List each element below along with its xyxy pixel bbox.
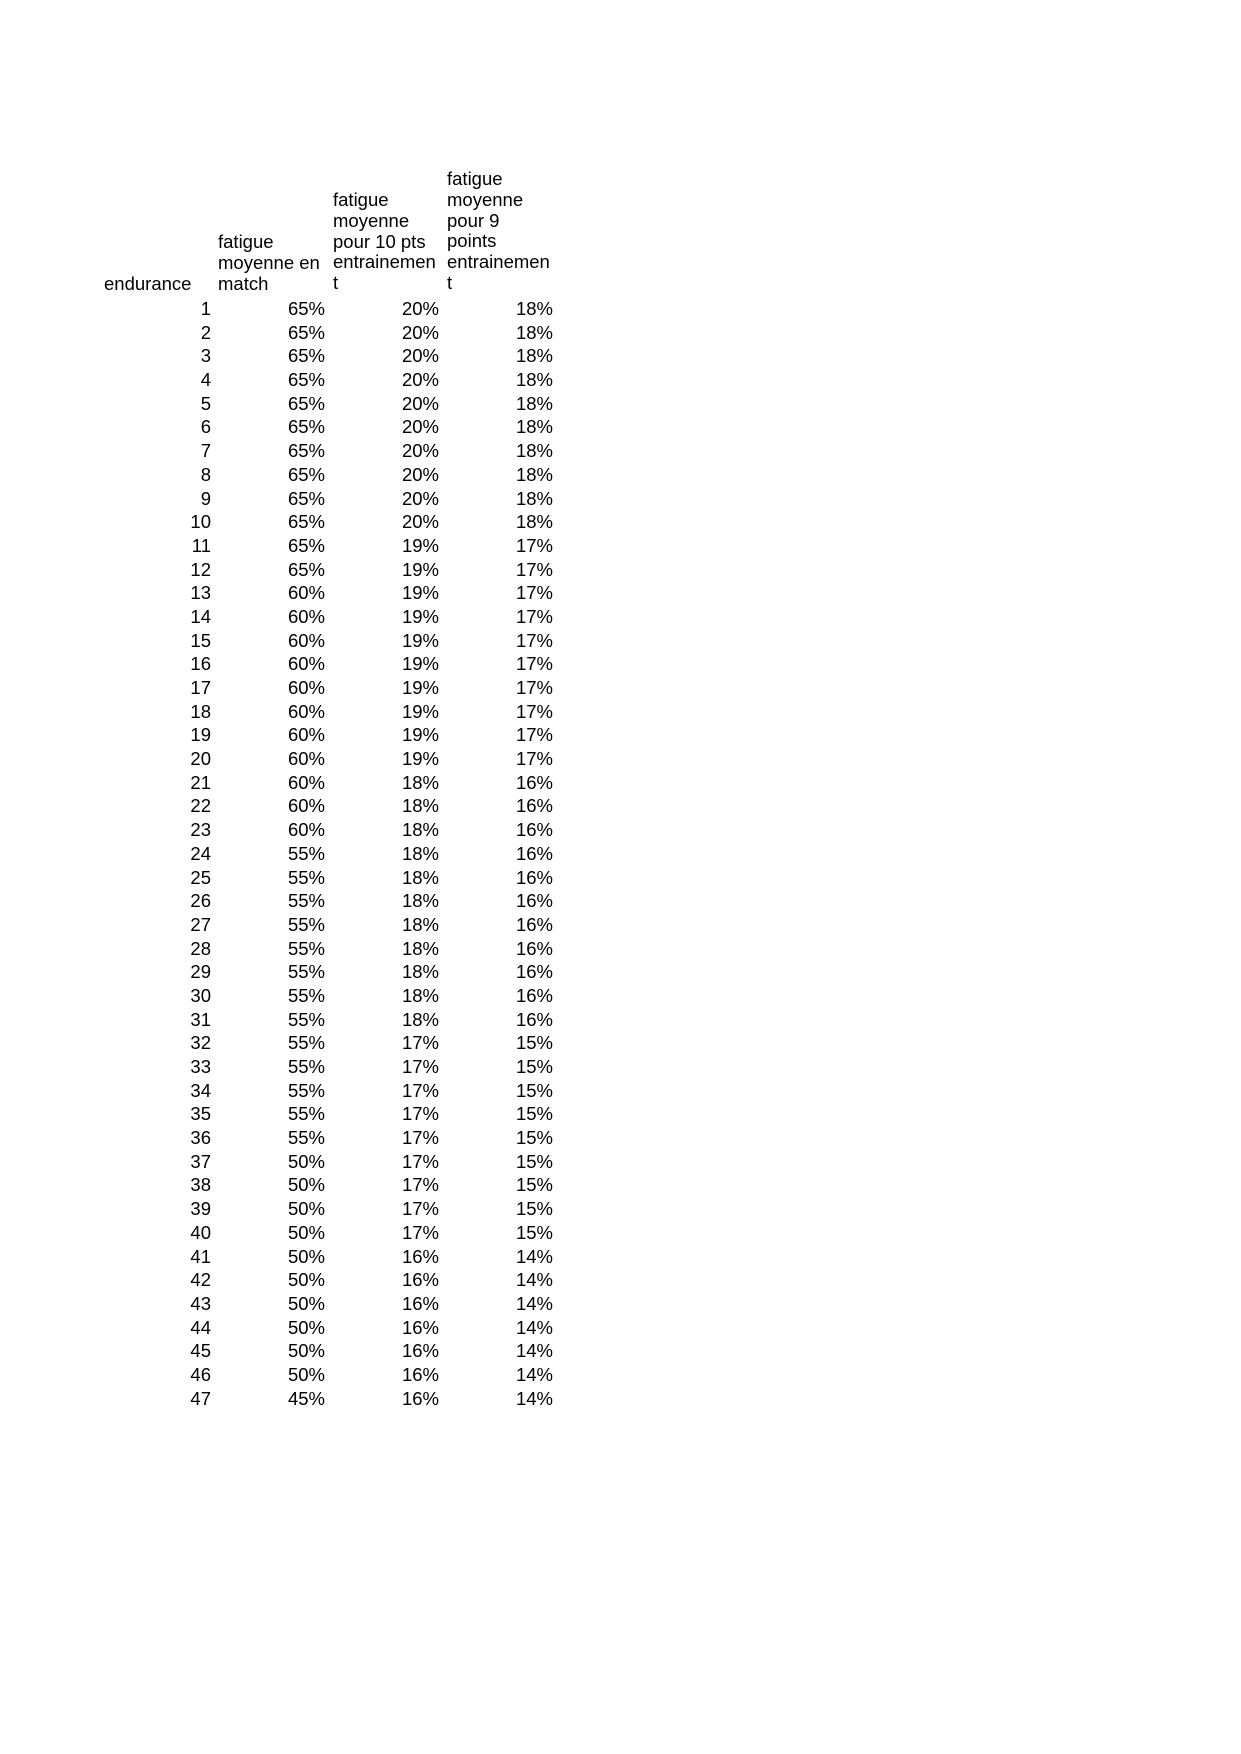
table-row bbox=[0, 1173, 600, 1197]
cell-training-10pts-fatigue: 18% bbox=[401, 795, 439, 817]
table-row bbox=[0, 392, 600, 416]
cell-endurance: 45 bbox=[190, 1340, 211, 1362]
cell-training-9pts-fatigue: 14% bbox=[515, 1316, 553, 1338]
cell-endurance: 14 bbox=[190, 605, 211, 627]
cell-match-fatigue: 60% bbox=[287, 819, 325, 841]
cell-training-9pts-fatigue: 16% bbox=[515, 795, 553, 817]
cell-training-9pts-fatigue: 18% bbox=[515, 345, 553, 367]
cell-training-10pts-fatigue: 20% bbox=[401, 345, 439, 367]
cell-match-fatigue: 60% bbox=[287, 748, 325, 770]
table-row bbox=[0, 605, 600, 629]
cell-training-10pts-fatigue: 20% bbox=[401, 321, 439, 343]
cell-training-10pts-fatigue: 20% bbox=[401, 369, 439, 391]
table-row bbox=[0, 1197, 600, 1221]
cell-match-fatigue: 60% bbox=[287, 653, 325, 675]
cell-training-9pts-fatigue: 14% bbox=[515, 1292, 553, 1314]
cell-endurance: 28 bbox=[190, 937, 211, 959]
cell-training-10pts-fatigue: 16% bbox=[401, 1245, 439, 1267]
cell-match-fatigue: 65% bbox=[287, 416, 325, 438]
cell-endurance: 12 bbox=[190, 558, 211, 580]
cell-training-10pts-fatigue: 19% bbox=[401, 748, 439, 770]
cell-training-10pts-fatigue: 19% bbox=[401, 534, 439, 556]
cell-endurance: 20 bbox=[190, 748, 211, 770]
cell-match-fatigue: 65% bbox=[287, 534, 325, 556]
cell-training-9pts-fatigue: 16% bbox=[515, 937, 553, 959]
cell-endurance: 18 bbox=[190, 700, 211, 722]
cell-endurance: 13 bbox=[190, 582, 211, 604]
cell-training-10pts-fatigue: 18% bbox=[401, 771, 439, 793]
cell-training-9pts-fatigue: 17% bbox=[515, 724, 553, 746]
cell-training-10pts-fatigue: 20% bbox=[401, 440, 439, 462]
cell-training-10pts-fatigue: 16% bbox=[401, 1269, 439, 1291]
cell-match-fatigue: 65% bbox=[287, 369, 325, 391]
cell-endurance: 4 bbox=[200, 369, 211, 391]
cell-match-fatigue: 55% bbox=[287, 913, 325, 935]
cell-training-9pts-fatigue: 14% bbox=[515, 1340, 553, 1362]
cell-training-10pts-fatigue: 17% bbox=[401, 1221, 439, 1243]
cell-match-fatigue: 65% bbox=[287, 440, 325, 462]
cell-endurance: 23 bbox=[190, 819, 211, 841]
cell-endurance: 5 bbox=[200, 392, 211, 414]
table-row bbox=[0, 368, 600, 392]
cell-training-10pts-fatigue: 17% bbox=[401, 1032, 439, 1054]
cell-endurance: 15 bbox=[190, 629, 211, 651]
cell-match-fatigue: 60% bbox=[287, 700, 325, 722]
cell-training-10pts-fatigue: 18% bbox=[401, 866, 439, 888]
cell-endurance: 42 bbox=[190, 1269, 211, 1291]
cell-training-10pts-fatigue: 19% bbox=[401, 605, 439, 627]
cell-training-9pts-fatigue: 17% bbox=[515, 558, 553, 580]
cell-training-10pts-fatigue: 17% bbox=[401, 1079, 439, 1101]
cell-training-10pts-fatigue: 17% bbox=[401, 1056, 439, 1077]
cell-match-fatigue: 45% bbox=[287, 1387, 325, 1409]
cell-training-9pts-fatigue: 17% bbox=[515, 582, 553, 604]
cell-training-9pts-fatigue: 18% bbox=[515, 321, 553, 343]
table-row bbox=[0, 794, 600, 818]
cell-match-fatigue: 55% bbox=[287, 1032, 325, 1054]
table-row bbox=[0, 984, 600, 1008]
table-row bbox=[0, 415, 600, 439]
cell-match-fatigue: 65% bbox=[287, 511, 325, 533]
cell-endurance: 6 bbox=[200, 416, 211, 438]
cell-training-9pts-fatigue: 14% bbox=[515, 1363, 553, 1385]
cell-endurance: 17 bbox=[190, 677, 211, 698]
cell-endurance: 1 bbox=[200, 298, 211, 319]
table-row bbox=[0, 1102, 600, 1126]
cell-training-9pts-fatigue: 16% bbox=[515, 1008, 553, 1030]
cell-training-9pts-fatigue: 15% bbox=[515, 1221, 553, 1243]
cell-training-10pts-fatigue: 16% bbox=[401, 1387, 439, 1409]
cell-training-9pts-fatigue: 17% bbox=[515, 677, 553, 698]
table-row bbox=[0, 1055, 600, 1079]
cell-training-10pts-fatigue: 20% bbox=[401, 463, 439, 485]
cell-match-fatigue: 55% bbox=[287, 1079, 325, 1101]
table-row bbox=[0, 487, 600, 511]
cell-training-9pts-fatigue: 16% bbox=[515, 984, 553, 1006]
cell-training-10pts-fatigue: 20% bbox=[401, 487, 439, 509]
cell-match-fatigue: 55% bbox=[287, 1103, 325, 1125]
cell-endurance: 32 bbox=[190, 1032, 211, 1054]
table-row bbox=[0, 700, 600, 724]
table-row bbox=[0, 676, 600, 700]
cell-match-fatigue: 55% bbox=[287, 961, 325, 983]
cell-match-fatigue: 50% bbox=[287, 1363, 325, 1385]
table-row bbox=[0, 581, 600, 605]
cell-endurance: 37 bbox=[190, 1150, 211, 1172]
table-row bbox=[0, 913, 600, 937]
table-row bbox=[0, 937, 600, 961]
cell-match-fatigue: 50% bbox=[287, 1340, 325, 1362]
cell-match-fatigue: 50% bbox=[287, 1150, 325, 1172]
cell-endurance: 29 bbox=[190, 961, 211, 983]
table-row bbox=[0, 652, 600, 676]
cell-endurance: 30 bbox=[190, 984, 211, 1006]
cell-training-9pts-fatigue: 17% bbox=[515, 700, 553, 722]
table-row bbox=[0, 866, 600, 890]
cell-match-fatigue: 65% bbox=[287, 345, 325, 367]
cell-training-10pts-fatigue: 19% bbox=[401, 653, 439, 675]
cell-match-fatigue: 55% bbox=[287, 866, 325, 888]
cell-endurance: 10 bbox=[190, 511, 211, 533]
table-row bbox=[0, 1268, 600, 1292]
cell-match-fatigue: 60% bbox=[287, 582, 325, 604]
header-endurance: endurance bbox=[104, 273, 192, 294]
table-row bbox=[0, 297, 600, 321]
cell-training-9pts-fatigue: 15% bbox=[515, 1103, 553, 1125]
cell-endurance: 19 bbox=[190, 724, 211, 746]
cell-endurance: 40 bbox=[190, 1221, 211, 1243]
cell-match-fatigue: 60% bbox=[287, 795, 325, 817]
table-row bbox=[0, 771, 600, 795]
cell-endurance: 47 bbox=[190, 1387, 211, 1409]
cell-endurance: 46 bbox=[190, 1363, 211, 1385]
cell-training-9pts-fatigue: 15% bbox=[515, 1150, 553, 1172]
cell-endurance: 8 bbox=[200, 463, 211, 485]
cell-endurance: 11 bbox=[191, 534, 211, 556]
cell-training-9pts-fatigue: 17% bbox=[515, 605, 553, 627]
cell-training-9pts-fatigue: 15% bbox=[515, 1079, 553, 1101]
cell-training-9pts-fatigue: 16% bbox=[515, 866, 553, 888]
cell-endurance: 39 bbox=[190, 1198, 211, 1220]
header-training-10pts-fatigue: fatigue moyenne pour 10 pts entrainemen t bbox=[333, 189, 436, 294]
cell-match-fatigue: 65% bbox=[287, 463, 325, 485]
table-row bbox=[0, 818, 600, 842]
cell-training-10pts-fatigue: 16% bbox=[401, 1363, 439, 1385]
cell-training-10pts-fatigue: 19% bbox=[401, 558, 439, 580]
cell-match-fatigue: 55% bbox=[287, 1008, 325, 1030]
cell-training-9pts-fatigue: 18% bbox=[515, 392, 553, 414]
table-row bbox=[0, 1339, 600, 1363]
cell-training-10pts-fatigue: 20% bbox=[401, 392, 439, 414]
table-row bbox=[0, 747, 600, 771]
cell-match-fatigue: 60% bbox=[287, 724, 325, 746]
table-row bbox=[0, 960, 600, 984]
cell-training-9pts-fatigue: 14% bbox=[515, 1387, 553, 1409]
cell-training-10pts-fatigue: 19% bbox=[401, 629, 439, 651]
cell-match-fatigue: 50% bbox=[287, 1269, 325, 1291]
table-row bbox=[0, 1245, 600, 1269]
cell-training-10pts-fatigue: 18% bbox=[401, 890, 439, 912]
table-row bbox=[0, 534, 600, 558]
cell-match-fatigue: 55% bbox=[287, 842, 325, 864]
cell-match-fatigue: 60% bbox=[287, 677, 325, 698]
cell-training-9pts-fatigue: 17% bbox=[515, 629, 553, 651]
cell-training-10pts-fatigue: 18% bbox=[401, 913, 439, 935]
cell-training-9pts-fatigue: 14% bbox=[515, 1245, 553, 1267]
cell-endurance: 26 bbox=[190, 890, 211, 912]
cell-training-10pts-fatigue: 18% bbox=[401, 984, 439, 1006]
cell-training-10pts-fatigue: 20% bbox=[401, 416, 439, 438]
cell-training-9pts-fatigue: 18% bbox=[515, 511, 553, 533]
cell-training-9pts-fatigue: 15% bbox=[515, 1174, 553, 1196]
table-row bbox=[0, 1126, 600, 1150]
table-row bbox=[0, 1150, 600, 1174]
cell-training-10pts-fatigue: 19% bbox=[401, 582, 439, 604]
cell-training-10pts-fatigue: 16% bbox=[401, 1316, 439, 1338]
cell-training-9pts-fatigue: 18% bbox=[515, 369, 553, 391]
cell-match-fatigue: 55% bbox=[287, 890, 325, 912]
cell-endurance: 27 bbox=[190, 913, 211, 935]
cell-training-9pts-fatigue: 15% bbox=[515, 1032, 553, 1054]
cell-training-10pts-fatigue: 17% bbox=[401, 1198, 439, 1220]
cell-training-10pts-fatigue: 20% bbox=[401, 511, 439, 533]
table-row bbox=[0, 1363, 600, 1387]
table-row bbox=[0, 1079, 600, 1103]
cell-endurance: 36 bbox=[190, 1127, 211, 1149]
table-row bbox=[0, 439, 600, 463]
cell-training-9pts-fatigue: 16% bbox=[515, 842, 553, 864]
cell-training-10pts-fatigue: 19% bbox=[401, 724, 439, 746]
table-row bbox=[0, 321, 600, 345]
cell-match-fatigue: 55% bbox=[287, 1056, 325, 1077]
cell-endurance: 33 bbox=[190, 1056, 211, 1077]
cell-endurance: 41 bbox=[190, 1245, 211, 1267]
cell-training-10pts-fatigue: 18% bbox=[401, 1008, 439, 1030]
cell-match-fatigue: 55% bbox=[287, 937, 325, 959]
cell-match-fatigue: 60% bbox=[287, 629, 325, 651]
cell-training-9pts-fatigue: 17% bbox=[515, 653, 553, 675]
cell-training-9pts-fatigue: 18% bbox=[515, 487, 553, 509]
cell-training-9pts-fatigue: 16% bbox=[515, 961, 553, 983]
table-row bbox=[0, 1292, 600, 1316]
cell-endurance: 2 bbox=[200, 321, 211, 343]
table-row bbox=[0, 842, 600, 866]
cell-training-10pts-fatigue: 16% bbox=[401, 1292, 439, 1314]
table-body bbox=[0, 297, 600, 1410]
table-row bbox=[0, 889, 600, 913]
cell-training-10pts-fatigue: 17% bbox=[401, 1150, 439, 1172]
cell-training-10pts-fatigue: 17% bbox=[401, 1127, 439, 1149]
cell-training-10pts-fatigue: 16% bbox=[401, 1340, 439, 1362]
cell-training-10pts-fatigue: 18% bbox=[401, 961, 439, 983]
table-row bbox=[0, 1387, 600, 1411]
cell-match-fatigue: 50% bbox=[287, 1174, 325, 1196]
table-row bbox=[0, 723, 600, 747]
cell-match-fatigue: 50% bbox=[287, 1316, 325, 1338]
cell-training-10pts-fatigue: 19% bbox=[401, 700, 439, 722]
table-row bbox=[0, 1031, 600, 1055]
cell-training-10pts-fatigue: 17% bbox=[401, 1174, 439, 1196]
cell-match-fatigue: 65% bbox=[287, 487, 325, 509]
cell-endurance: 7 bbox=[200, 440, 211, 462]
table-row bbox=[0, 629, 600, 653]
cell-match-fatigue: 65% bbox=[287, 392, 325, 414]
table-row bbox=[0, 558, 600, 582]
table-row bbox=[0, 344, 600, 368]
header-training-9pts-fatigue: fatigue moyenne pour 9 points entrainemen t bbox=[447, 168, 550, 293]
table-row bbox=[0, 1316, 600, 1340]
cell-endurance: 3 bbox=[200, 345, 211, 367]
table-row bbox=[0, 1008, 600, 1032]
cell-match-fatigue: 50% bbox=[287, 1221, 325, 1243]
cell-training-9pts-fatigue: 16% bbox=[515, 913, 553, 935]
cell-training-9pts-fatigue: 15% bbox=[515, 1056, 553, 1077]
cell-training-10pts-fatigue: 18% bbox=[401, 819, 439, 841]
cell-match-fatigue: 55% bbox=[287, 984, 325, 1006]
cell-training-9pts-fatigue: 18% bbox=[515, 440, 553, 462]
cell-endurance: 43 bbox=[190, 1292, 211, 1314]
cell-endurance: 34 bbox=[190, 1079, 211, 1101]
cell-match-fatigue: 55% bbox=[287, 1127, 325, 1149]
cell-training-10pts-fatigue: 20% bbox=[401, 298, 439, 319]
cell-training-9pts-fatigue: 15% bbox=[515, 1127, 553, 1149]
cell-training-9pts-fatigue: 16% bbox=[515, 819, 553, 841]
cell-training-9pts-fatigue: 15% bbox=[515, 1198, 553, 1220]
cell-endurance: 35 bbox=[190, 1103, 211, 1125]
cell-training-9pts-fatigue: 16% bbox=[515, 890, 553, 912]
cell-training-9pts-fatigue: 16% bbox=[515, 771, 553, 793]
cell-endurance: 21 bbox=[190, 771, 211, 793]
cell-match-fatigue: 50% bbox=[287, 1198, 325, 1220]
cell-endurance: 16 bbox=[190, 653, 211, 675]
cell-training-9pts-fatigue: 14% bbox=[515, 1269, 553, 1291]
cell-training-9pts-fatigue: 17% bbox=[515, 748, 553, 770]
cell-endurance: 9 bbox=[200, 487, 211, 509]
cell-match-fatigue: 50% bbox=[287, 1292, 325, 1314]
cell-training-10pts-fatigue: 19% bbox=[401, 677, 439, 698]
cell-match-fatigue: 60% bbox=[287, 771, 325, 793]
cell-training-10pts-fatigue: 18% bbox=[401, 842, 439, 864]
cell-endurance: 38 bbox=[190, 1174, 211, 1196]
cell-training-9pts-fatigue: 17% bbox=[515, 534, 553, 556]
cell-endurance: 22 bbox=[190, 795, 211, 817]
cell-endurance: 25 bbox=[190, 866, 211, 888]
cell-match-fatigue: 65% bbox=[287, 558, 325, 580]
cell-match-fatigue: 60% bbox=[287, 605, 325, 627]
cell-endurance: 24 bbox=[190, 842, 211, 864]
table-row bbox=[0, 463, 600, 487]
cell-match-fatigue: 65% bbox=[287, 298, 325, 319]
cell-match-fatigue: 50% bbox=[287, 1245, 325, 1267]
cell-training-9pts-fatigue: 18% bbox=[515, 416, 553, 438]
cell-training-10pts-fatigue: 17% bbox=[401, 1103, 439, 1125]
table-row bbox=[0, 1221, 600, 1245]
cell-training-10pts-fatigue: 18% bbox=[401, 937, 439, 959]
cell-match-fatigue: 65% bbox=[287, 321, 325, 343]
cell-training-9pts-fatigue: 18% bbox=[515, 298, 553, 319]
cell-endurance: 44 bbox=[190, 1316, 211, 1338]
header-match-fatigue: fatigue moyenne en match bbox=[218, 231, 320, 294]
cell-endurance: 31 bbox=[190, 1008, 211, 1030]
table-row bbox=[0, 510, 600, 534]
cell-training-9pts-fatigue: 18% bbox=[515, 463, 553, 485]
